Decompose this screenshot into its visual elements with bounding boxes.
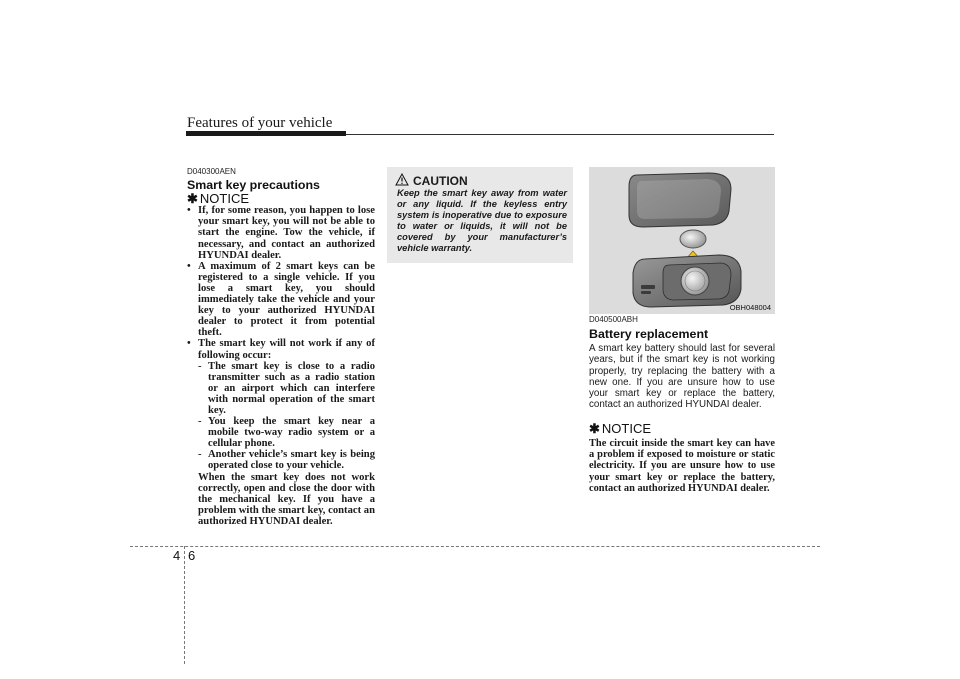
- battery-paragraph: A smart key battery should last for several years, but if the smart key is not working properly, try replacing the battery with a new one. If you are unsure how to use your smart key or replace the battery, contact an authorized HYUNDAI dealer.: [589, 343, 775, 411]
- closing-paragraph: When the smart key does not work correctly, open and close the door with the mechanical key. If you have a problem with the smart key, contact an authorized HYUNDAI dealer.: [198, 471, 375, 527]
- sub-list: [198, 361, 375, 472]
- warning-triangle-icon: [395, 173, 409, 186]
- notice-star-icon: ✱: [187, 191, 198, 207]
- caution-text: Keep the smart key away from water or any liquid. If the keyless entry system is inoperative due to exposure to water or liquids, it will not be covered by your manufacturer’s vehicle warranty.: [397, 188, 567, 253]
- header-rule-thick: [186, 131, 346, 136]
- right-column: [589, 315, 775, 494]
- list-item: • The smart key will not work if any of following occur: - The smart key is close to a radio transmitter such as a radio station or an airport which can interfere with normal operation of the smart key. - You keep the smart key near a mobile two-way radio system or a cellular phone. - Another vehicle’s smart key is being operated close to your vehicle. When the smart key does not work correctly, open and close the door with the mechanical key. If you have a problem with the smart key, contact an authorized HYUNDAI dealer.: [187, 338, 375, 527]
- section-number: 4: [173, 548, 181, 563]
- section-code: D040300AEN: [187, 167, 236, 176]
- sub-list-item: - You keep the smart key near a mobile two-way radio system or a cellular phone.: [198, 416, 375, 449]
- footer-vertical-divider: [184, 546, 185, 664]
- image-caption: OBH048004: [729, 303, 771, 312]
- battery-illustration: [589, 167, 775, 314]
- sub-list-item: - The smart key is close to a radio transmitter such as a radio station or an airport which can interfere with normal operation of the smart key.: [198, 361, 375, 416]
- section-code: D040500ABH: [589, 315, 638, 324]
- notice-star-icon: ✱: [589, 420, 600, 436]
- caution-box: [387, 167, 573, 263]
- header-rule-thin: [346, 134, 774, 135]
- list-item: • If, for some reason, you happen to lose your smart key, you will not be able to start the engine. Tow the vehicle, if necessary, and contact an authorized HYUNDAI dealer.: [187, 205, 375, 260]
- notice-paragraph: The circuit inside the smart key can have a problem if exposed to moisture or static electricity. If you are unsure how to use your smart key or replace the battery, contact an authorized HYUNDAI dealer.: [589, 437, 775, 494]
- page-section-title: Features of your vehicle: [187, 115, 333, 131]
- list-item: • A maximum of 2 smart keys can be registered to a single vehicle. If you lose a smart key, you should immediately take the vehicle and your key to your authorized HYUNDAI dealer to protect it from potential theft.: [187, 261, 375, 339]
- page-number: 6: [188, 548, 196, 563]
- section-heading: Battery replacement: [589, 327, 709, 341]
- caution-title: CAUTION: [413, 174, 468, 188]
- section-heading: Smart key precautions: [187, 178, 320, 193]
- bullet-list: [187, 205, 375, 527]
- notice-title: ✱ NOTICE: [187, 191, 250, 207]
- sub-list-item: - Another vehicle’s smart key is being operated close to your vehicle.: [198, 449, 375, 471]
- left-column: [187, 166, 375, 527]
- smart-key-battery-illustration: [589, 167, 775, 314]
- notice-title: ✱ NOTICE: [589, 420, 652, 436]
- footer-divider: [130, 546, 820, 547]
